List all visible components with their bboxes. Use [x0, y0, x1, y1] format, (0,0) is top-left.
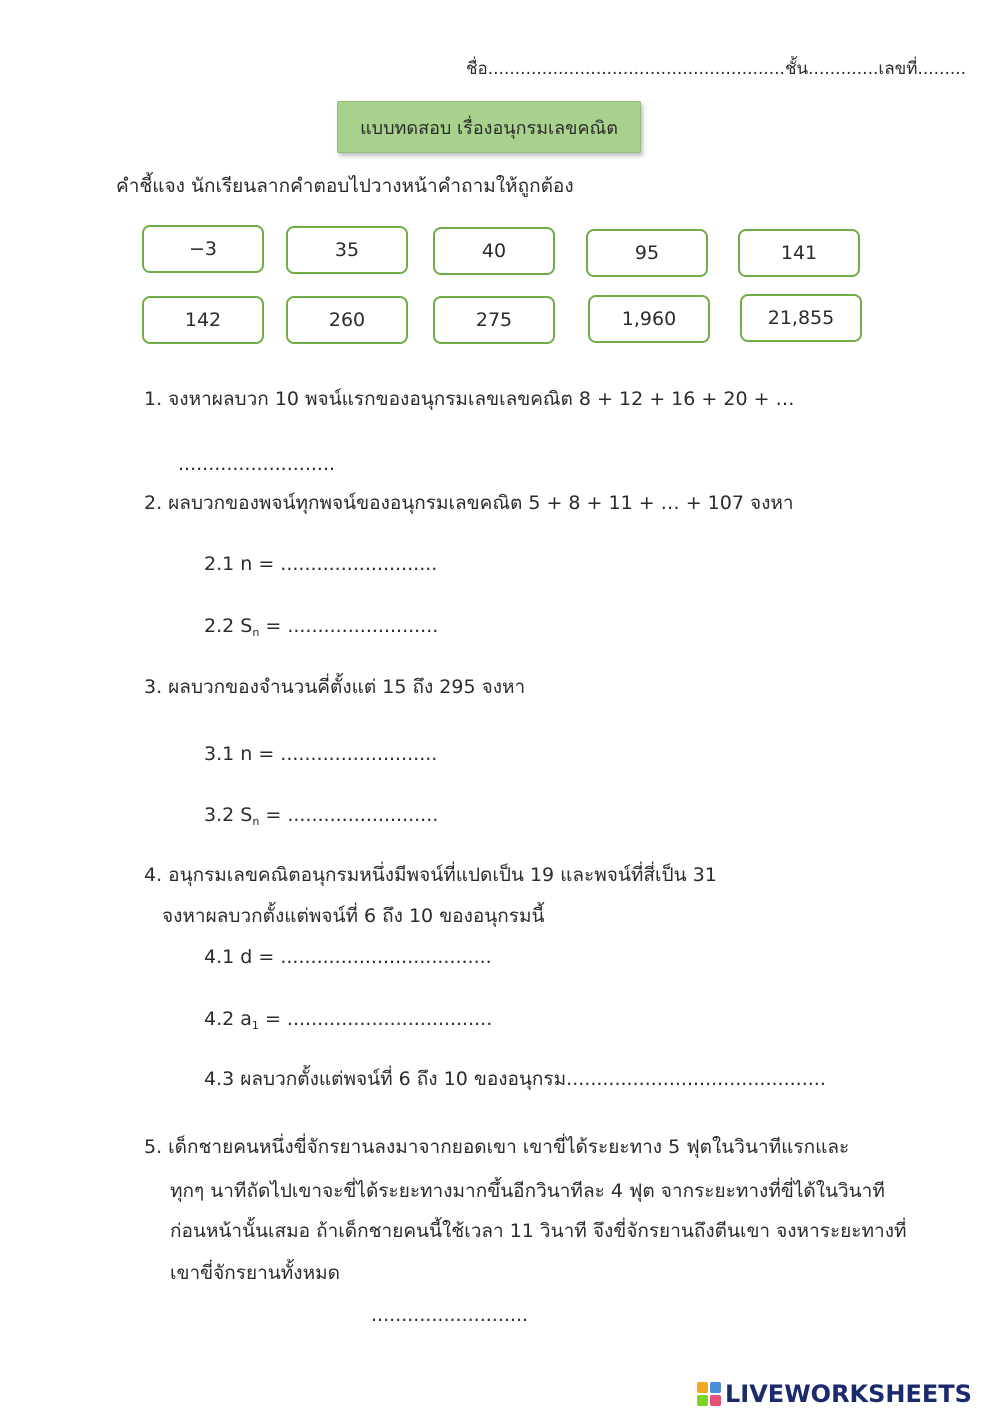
question-3-2-label: 3.2 S [204, 804, 253, 826]
question-3-2-subscript: n [252, 815, 260, 828]
logo-tile [710, 1382, 721, 1393]
question-3-1-blank[interactable]: .......................... [280, 743, 438, 765]
question-1-answer-blank[interactable]: .......................... [178, 453, 336, 475]
question-5-answer-blank[interactable]: .......................... [371, 1304, 529, 1326]
question-3-text: 3. ผลบวกของจำนวนคี่ตั้งแต่ 15 ถึง 295 จงหา [144, 676, 526, 698]
question-4-1 [204, 945, 492, 969]
question-3-1 [204, 742, 437, 766]
liveworksheets-logo [697, 1378, 972, 1410]
question-2-1-blank[interactable]: .......................... [280, 553, 438, 575]
logo-tile [697, 1395, 708, 1406]
answer-chip[interactable]: 1,960 [588, 295, 710, 343]
student-info-line [466, 55, 966, 82]
answer-chip[interactable]: −3 [142, 225, 264, 273]
answer-chip[interactable]: 141 [738, 229, 860, 277]
name-label: ชื่อ [466, 59, 488, 79]
name-blank[interactable]: ....................................................... [487, 59, 785, 79]
answer-chip[interactable]: 142 [142, 296, 264, 344]
question-4-2-subscript: 1 [251, 1019, 259, 1032]
question-4-2-equals: = [258, 1008, 287, 1030]
number-blank[interactable]: ......... [917, 59, 967, 79]
answer-chip[interactable]: 95 [586, 229, 708, 277]
answer-chip[interactable]: 275 [433, 296, 555, 344]
question-2-1 [204, 552, 437, 576]
question-1-text: 1. จงหาผลบวก 10 พจน์แรกของอนุกรมเลขเลขคณิต 8 + 12 + 16 + 20 + … [144, 388, 795, 410]
answer-chip[interactable]: 35 [286, 226, 408, 274]
instruction-text: คำชี้แจง นักเรียนลากคำตอบไปวางหน้าคำถามให้ถูกต้อง [116, 175, 574, 197]
question-2-text: 2. ผลบวกของพจน์ทุกพจน์ของอนุกรมเลขคณิต 5 + 8 + 11 + … + 107 จงหา [144, 492, 794, 514]
question-4-2 [204, 1007, 492, 1038]
answer-chip[interactable]: 40 [433, 227, 555, 275]
logo-text: LIVEWORKSHEETS [725, 1380, 972, 1408]
question-4-1-blank[interactable]: ................................... [280, 946, 492, 968]
question-2-2 [204, 614, 438, 645]
logo-grid-icon [697, 1382, 721, 1406]
question-4-3-blank[interactable]: ........................................... [566, 1068, 826, 1090]
question-4-1-label: 4.1 d = [204, 946, 281, 968]
class-label: ชั้น [784, 59, 809, 79]
question-4-text-line-2: จงหาผลบวกตั้งแต่พจน์ที่ 6 ถึง 10 ของอนุกรมนี้ [162, 905, 545, 927]
question-4-3 [204, 1067, 826, 1091]
question-3-2-blank[interactable]: ......................... [287, 804, 439, 826]
question-4-3-label: 4.3 ผลบวกตั้งแต่พจน์ที่ 6 ถึง 10 ของอนุกรม [204, 1068, 567, 1090]
question-2-2-label: 2.2 S [204, 615, 253, 637]
question-5-text-line-4: เขาขี่จักรยานทั้งหมด [170, 1262, 340, 1284]
answer-chip[interactable]: 21,855 [740, 294, 862, 342]
question-4-text-line-1: 4. อนุกรมเลขคณิตอนุกรมหนึ่งมีพจน์ที่แปดเป็น 19 และพจน์ที่สี่เป็น 31 [144, 864, 717, 886]
question-2-2-blank[interactable]: ......................... [287, 615, 439, 637]
answer-chip[interactable]: 260 [286, 296, 408, 344]
class-blank[interactable]: ............. [808, 59, 879, 79]
question-5-text-line-2: ทุกๆ นาทีถัดไปเขาจะขี่ได้ระยะทางมากขึ้นอีกวินาทีละ 4 ฟุต จากระยะทางที่ขี่ได้ในวินาที [170, 1180, 885, 1202]
question-2-1-label: 2.1 n = [204, 553, 281, 575]
question-2-2-subscript: n [252, 626, 260, 639]
question-3-1-label: 3.1 n = [204, 743, 281, 765]
page-title: แบบทดสอบ เรื่องอนุกรมเลขคณิต [337, 101, 641, 153]
question-3-2 [204, 803, 438, 834]
question-4-2-blank[interactable]: .................................. [286, 1008, 493, 1030]
logo-tile [697, 1382, 708, 1393]
question-5-text-line-1: 5. เด็กชายคนหนึ่งขี่จักรยานลงมาจากยอดเขา เขาขี่ได้ระยะทาง 5 ฟุตในวินาทีแรกและ [144, 1136, 850, 1158]
question-5-text-line-3: ก่อนหน้านั้นเสมอ ถ้าเด็กชายคนนี้ใช้เวลา 11 วินาที จึงขี่จักรยานถึงตีนเขา จงหาระยะทางที่ [170, 1220, 907, 1242]
question-4-2-label: 4.2 a [204, 1008, 252, 1030]
logo-tile [710, 1395, 721, 1406]
question-3-2-equals: = [259, 804, 288, 826]
question-2-2-equals: = [259, 615, 288, 637]
number-label: เลขที่ [878, 59, 918, 79]
